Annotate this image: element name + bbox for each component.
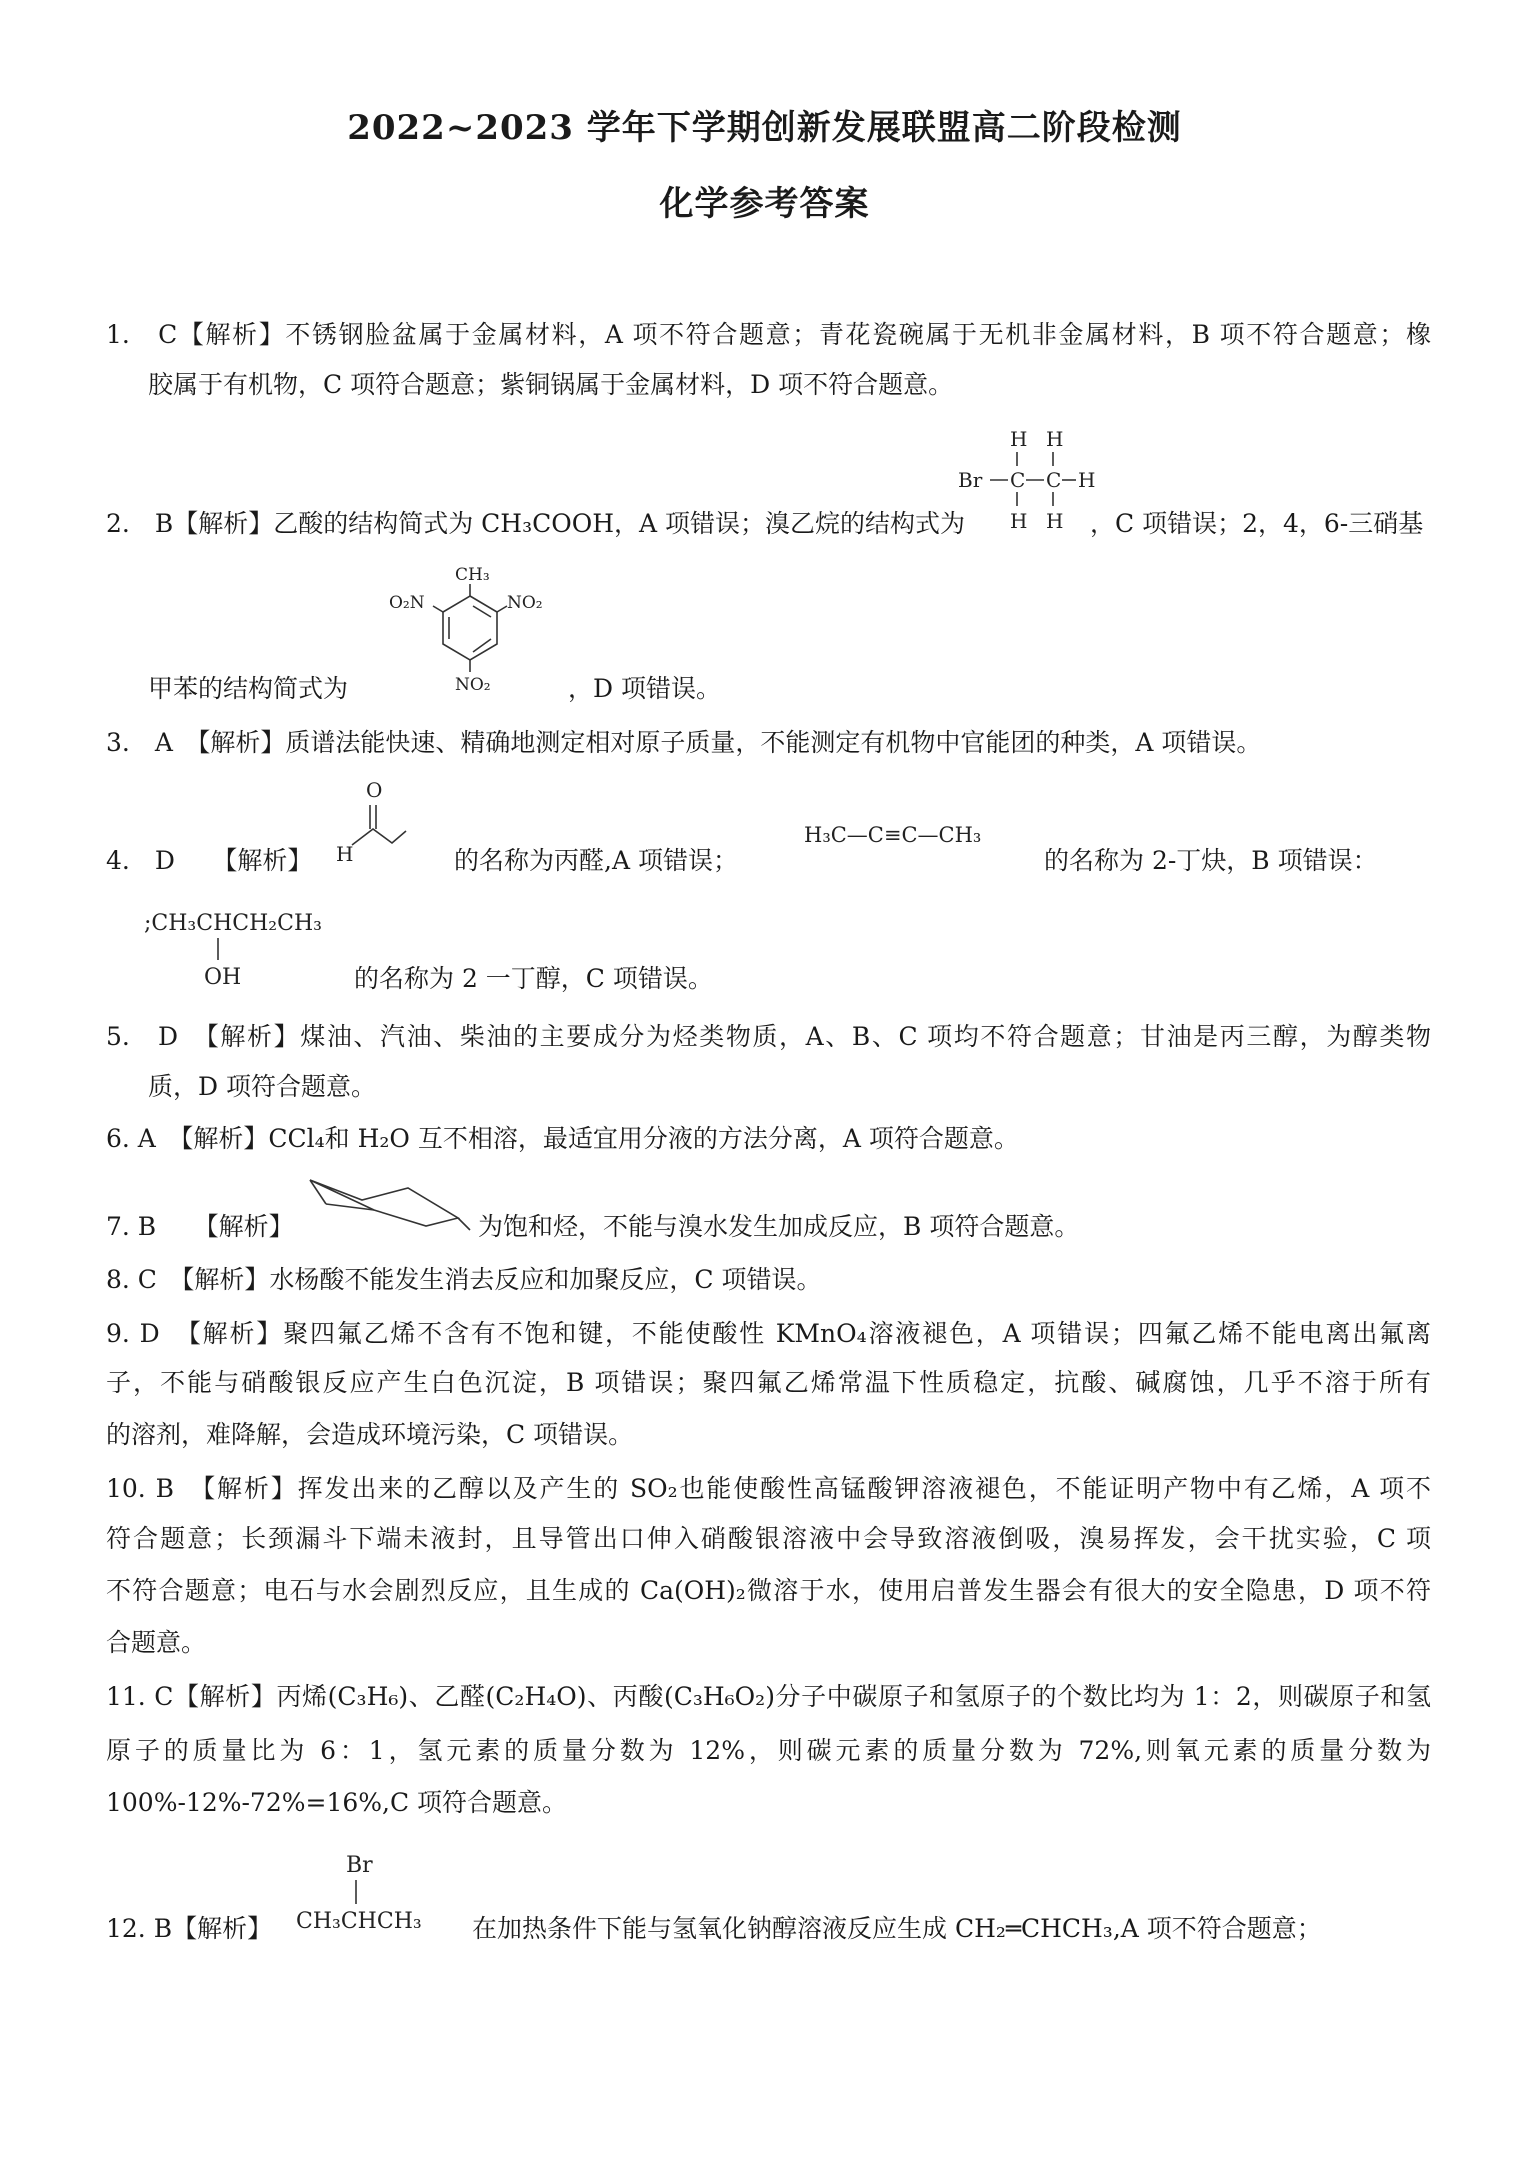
answer-9-line-2: 子，不能与硝酸银反应产生白色沉淀，B 项错误；聚四氟乙烯常温下性质稳定，抗酸、碱腐蚀，几乎不溶于所有 — [106, 1368, 1431, 1397]
bromoethane-h2: H — [1046, 428, 1064, 451]
tnt-structure — [385, 560, 555, 696]
bromoethane-structure — [958, 428, 1098, 532]
bromoethane-h3: H — [1078, 468, 1096, 492]
tnt-o2n-left: O₂N — [389, 593, 425, 613]
tnt-no2-right: NO₂ — [507, 593, 543, 613]
bromoethane-h4: H — [1010, 509, 1028, 532]
propanal-structure — [334, 775, 414, 867]
answer-9-line-1: 9. D 【解析】聚四氟乙烯不含有不饱和键，不能使酸性 KMnO₄溶液褪色，A 项错误；四氟乙烯不能电离出氟离 — [106, 1319, 1431, 1348]
bromoethane-h5: H — [1046, 509, 1064, 532]
page-subtitle: 化学参考答案 — [659, 184, 870, 224]
2-bromopropane-structure — [296, 1846, 446, 1938]
bromopropane-br: Br — [346, 1853, 373, 1878]
cyclohexane-structure — [308, 1170, 478, 1240]
answer-12-part-2: 在加热条件下能与氢氧化钠醇溶液反应生成 CH₂═CHCH₃,A 项不符合题意； — [472, 1914, 1322, 1943]
answer-12-part-1: 12. B【解析】 — [106, 1914, 273, 1943]
bromoethane-h1: H — [1010, 428, 1028, 451]
butanol-main-chain: ;CH₃CHCH₂CH₃ — [144, 911, 322, 936]
bromoethane-br: Br — [958, 468, 983, 492]
answer-11-line-3: 100%-12%-72%=16%,C 项符合题意。 — [106, 1788, 568, 1817]
butyne-formula: H₃C—C≡C—CH₃ — [804, 823, 982, 847]
butanol-oh: OH — [204, 965, 242, 990]
answer-2-part-2: ，C 项错误；2，4，6-三硝基 — [1090, 509, 1424, 538]
answer-5-line-2: 质，D 项符合题意。 — [148, 1072, 376, 1101]
propanal-h: H — [336, 842, 354, 866]
bromopropane-chain: CH₃CHCH₃ — [296, 1909, 422, 1934]
page-title: 2022~2023 学年下学期创新发展联盟高二阶段检测 — [347, 108, 1182, 148]
answer-10-line-4: 合题意。 — [106, 1628, 207, 1657]
answer-1-line-2: 胶属于有机物，C 项符合题意；紫铜锅属于金属材料，D 项不符合题意。 — [148, 370, 954, 399]
answer-4-part-3: 的名称为 2-丁炔，B 项错误： — [1044, 846, 1378, 875]
answer-7-part-1: 7. B 【解析】 — [106, 1212, 294, 1241]
tnt-ch3: CH₃ — [455, 565, 490, 585]
answer-3: 3. A 【解析】质谱法能快速、精确地测定相对原子质量，不能测定有机物中官能团的种类，A 项错误。 — [106, 728, 1262, 757]
butyne-structure — [804, 812, 1016, 852]
answer-9-line-3: 的溶剂，难降解，会造成环境污染，C 项错误。 — [106, 1420, 634, 1449]
answer-2-part-3: 甲苯的结构简式为 — [148, 674, 349, 703]
propanal-o: O — [366, 778, 383, 802]
answer-11-line-2: 原子的质量比为 6：1，氢元素的质量分数为 12%，则碳元素的质量分数为 72%,则氧元素的质量分数为 — [106, 1736, 1431, 1765]
bromoethane-c1: C — [1010, 468, 1026, 492]
answer-6: 6. A 【解析】CCl₄和 H₂O 互不相溶，最适宜用分液的方法分离，A 项符合题意。 — [106, 1124, 1019, 1153]
butanol-structure — [144, 900, 354, 990]
answer-8: 8. C 【解析】水杨酸不能发生消去反应和加聚反应，C 项错误。 — [106, 1265, 822, 1294]
answer-4-part-1: 4. D 【解析】 — [106, 846, 313, 875]
answer-4-part-4: 的名称为 2 一丁醇，C 项错误。 — [354, 964, 713, 993]
answer-5-line-1: 5. D 【解析】煤油、汽油、柴油的主要成分为烃类物质，A、B、C 项均不符合题意；甘油是丙三醇，为醇类物 — [106, 1022, 1431, 1051]
answer-11-line-1: 11. C【解析】丙烯(C₃H₆)、乙醛(C₂H₄O)、丙酸(C₃H₆O₂)分子中碳原子和氢原子的个数比均为 1：2，则碳原子和氢 — [106, 1682, 1431, 1711]
answer-2-part-4: ，D 项错误。 — [568, 674, 721, 703]
answer-10-line-2: 符合题意；长颈漏斗下端未液封，且导管出口伸入硝酸银溶液中会导致溶液倒吸，溴易挥发，会干扰实验，C 项 — [106, 1524, 1431, 1553]
tnt-no2-bottom: NO₂ — [455, 675, 491, 695]
answer-2-part-1: 2. B【解析】乙酸的结构简式为 CH₃COOH，A 项错误；溴乙烷的结构式为 — [106, 509, 966, 538]
answer-4-part-2: 的名称为丙醛,A 项错误； — [454, 846, 738, 875]
answer-10-line-3: 不符合题意；电石与水会剧烈反应，且生成的 Ca(OH)₂微溶于水，使用启普发生器会有很大的安全隐患，D 项不符 — [106, 1576, 1431, 1605]
bromoethane-c2: C — [1046, 468, 1062, 492]
answer-1-line-1: 1. C【解析】不锈钢脸盆属于金属材料，A 项不符合题意；青花瓷碗属于无机非金属材料，B 项不符合题意；橡 — [106, 320, 1431, 349]
answer-10-line-1: 10. B 【解析】挥发出来的乙醇以及产生的 SO₂也能使酸性高锰酸钾溶液褪色，不能证明产物中有乙烯，A 项不 — [106, 1474, 1431, 1503]
answer-7-part-2: 为饱和烃，不能与溴水发生加成反应，B 项符合题意。 — [478, 1212, 1080, 1241]
